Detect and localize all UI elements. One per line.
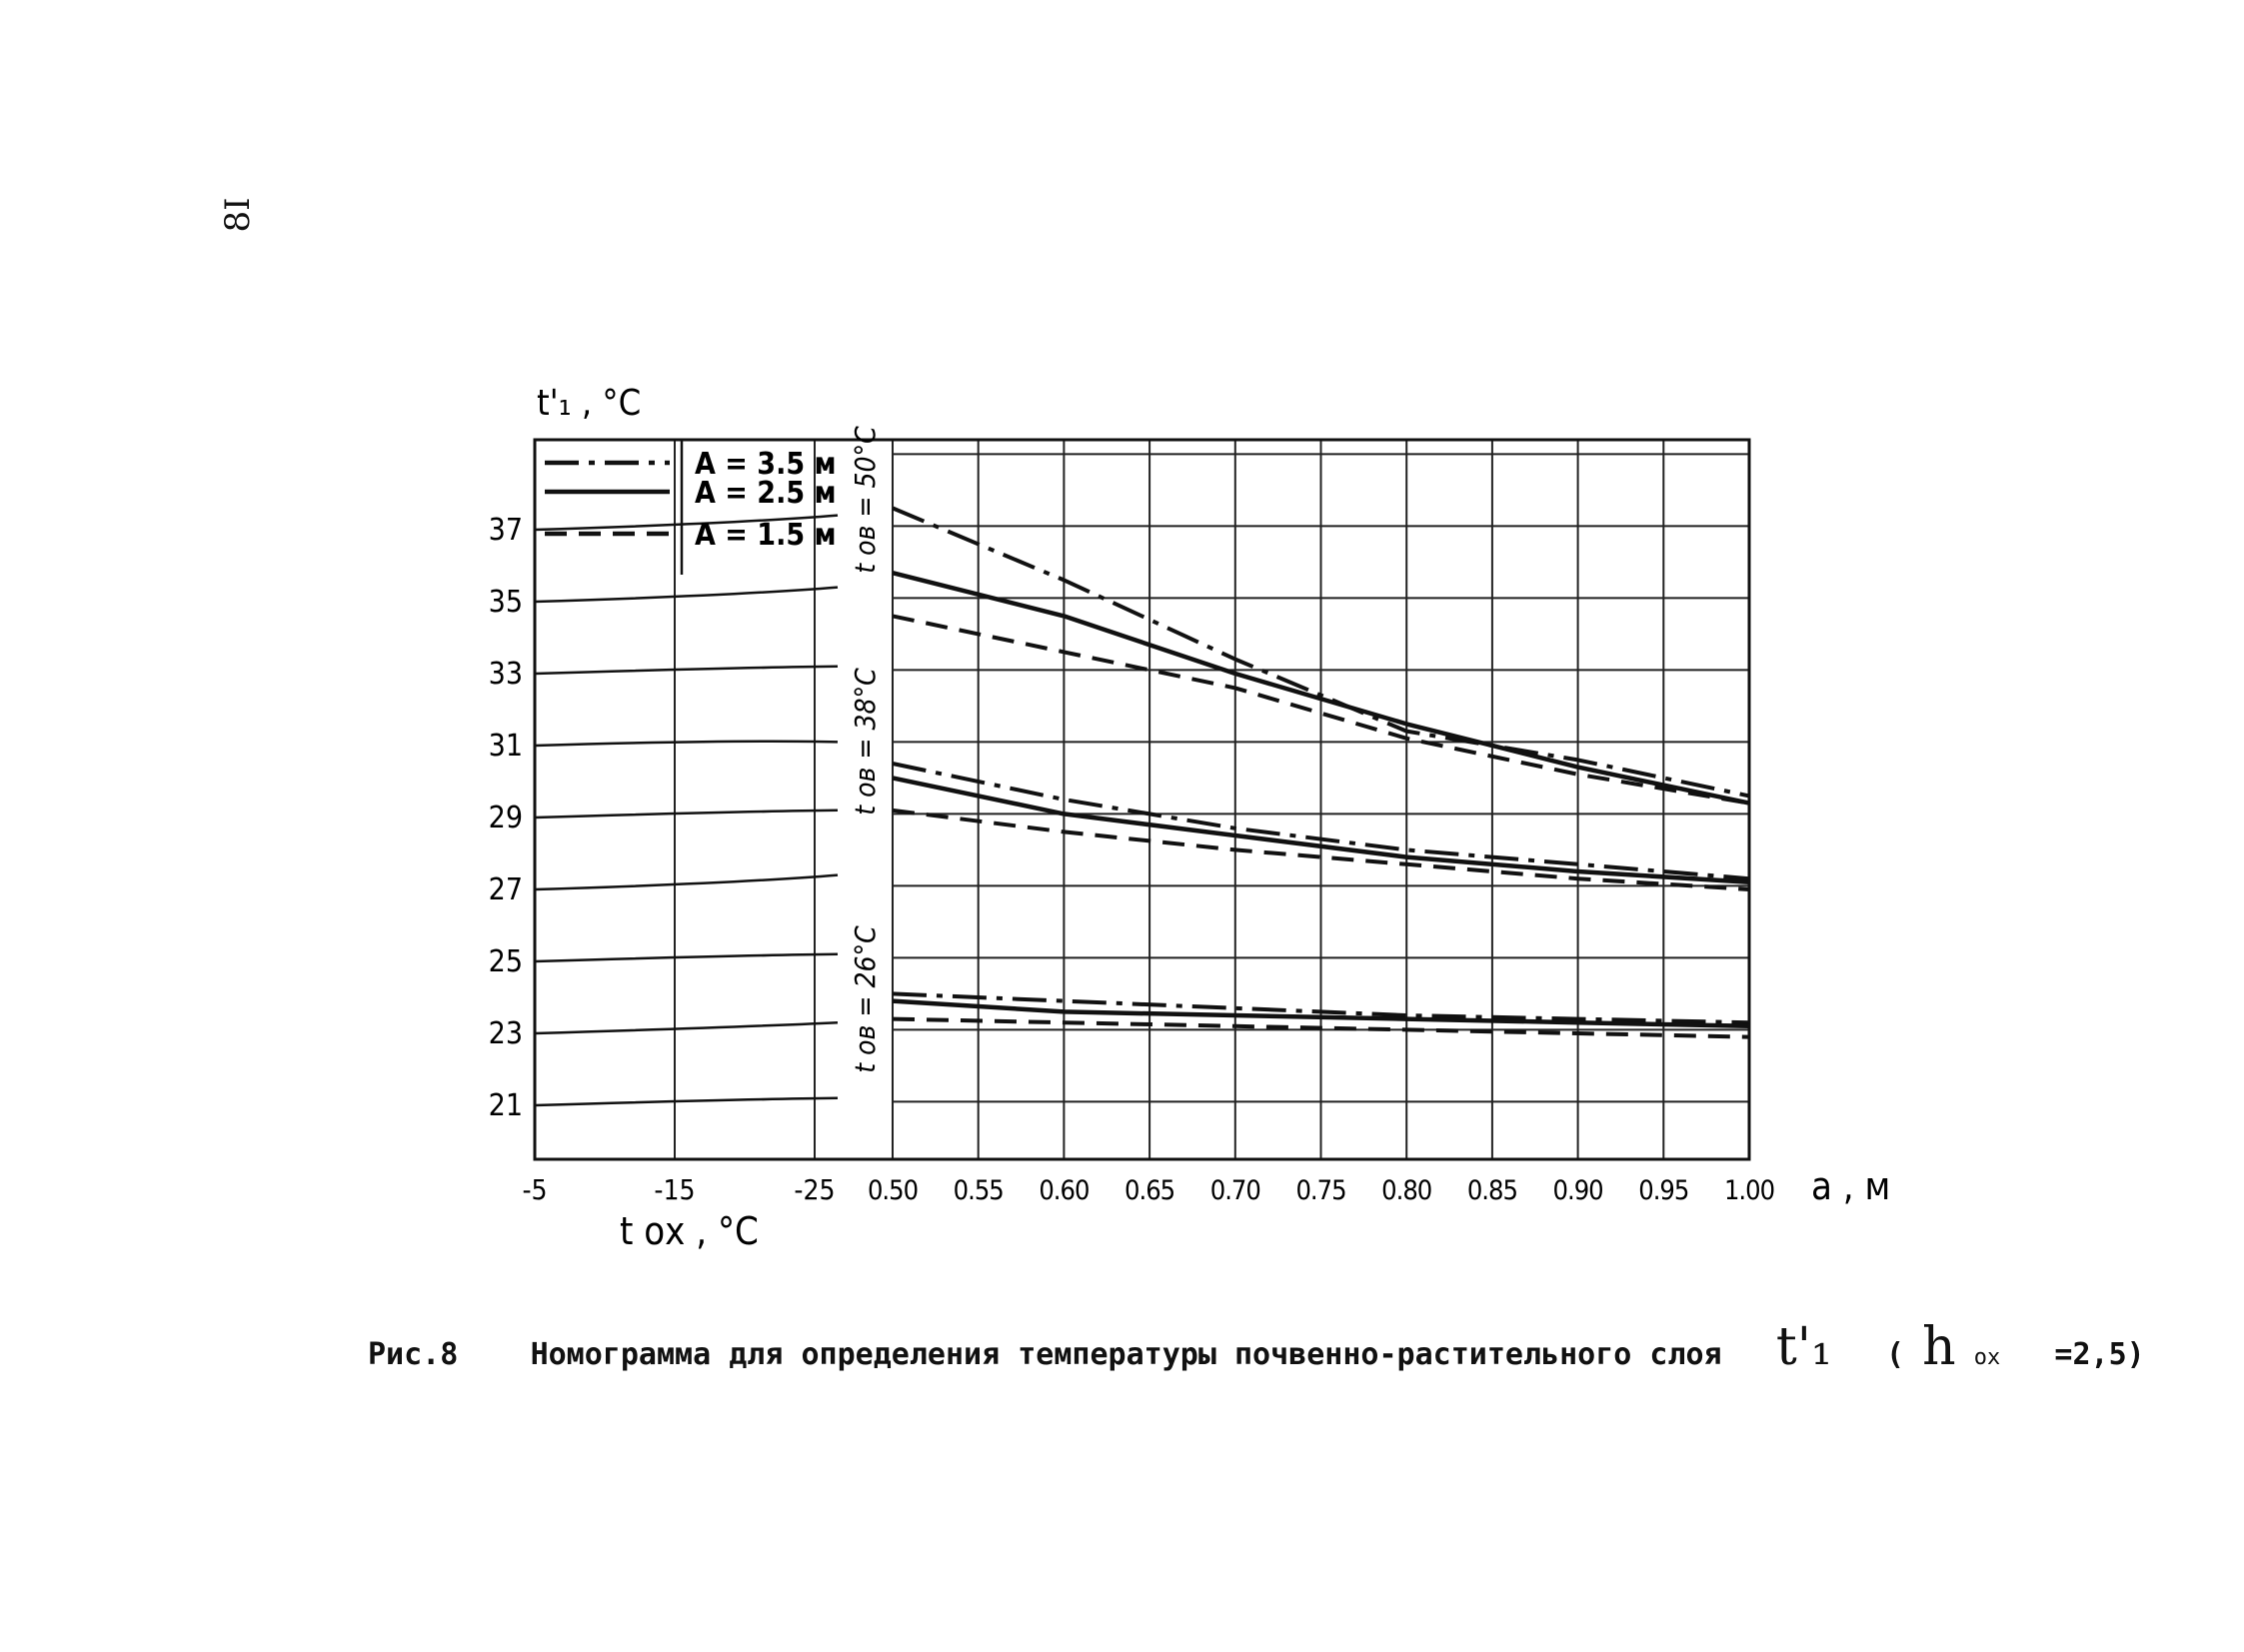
figure-caption xyxy=(368,1317,2145,1377)
y-tick-label: 21 xyxy=(488,1088,523,1123)
a-tick-label: 0.75 xyxy=(1295,1175,1346,1206)
y-tick-label: 27 xyxy=(488,872,523,907)
legend-label: A = 3.5 м xyxy=(695,447,837,482)
caption-h-value: =2,5) xyxy=(2054,1337,2145,1372)
y-axis-title: t'₁ , °C xyxy=(537,383,642,424)
y-tick-label: 33 xyxy=(488,657,523,692)
legend-label: A = 2.5 м xyxy=(695,476,837,511)
caption-prefix: Рис.8 xyxy=(368,1337,459,1372)
a-tick-label: 0.60 xyxy=(1039,1175,1090,1206)
caption-symbol: t'₁ xyxy=(1775,1317,1832,1377)
tox-tick-label: -5 xyxy=(522,1173,548,1206)
axis-titles xyxy=(537,383,1890,1253)
caption-h-subscript: ох xyxy=(1973,1345,2001,1370)
y-tick-label: 37 xyxy=(488,513,523,548)
left-transfer-curve xyxy=(535,875,838,889)
caption-text: Номограмма для определения температуры почвенно-растительного слоя xyxy=(530,1337,1722,1372)
group-label: t ов = 38°C xyxy=(849,668,882,816)
y-tick-label: 23 xyxy=(488,1016,523,1051)
y-tick-label: 35 xyxy=(488,585,523,620)
a-tick-label: 0.90 xyxy=(1552,1175,1603,1206)
a-tick-label: 0.65 xyxy=(1124,1175,1175,1206)
left-transfer-curve xyxy=(535,811,838,818)
left-transfer-curve xyxy=(535,742,838,746)
tox-tick-label: -15 xyxy=(654,1173,696,1206)
left-curves xyxy=(535,516,838,1105)
tox-tick-label: -25 xyxy=(794,1173,836,1206)
tox-axis-title: t ох , °C xyxy=(620,1209,759,1253)
left-transfer-curve xyxy=(535,1022,838,1033)
page-number: 8I xyxy=(218,197,258,233)
a-tick-label: 0.70 xyxy=(1209,1175,1260,1206)
left-transfer-curve xyxy=(535,954,838,961)
a-tick-label: 0.85 xyxy=(1466,1175,1517,1206)
group-label: t ов = 50°C xyxy=(849,426,882,574)
a-tick-label: 1.00 xyxy=(1723,1175,1775,1206)
group-label: t ов = 26°C xyxy=(849,925,882,1073)
y-tick-label: 25 xyxy=(488,944,523,979)
legend xyxy=(545,440,837,575)
y-tick-label: 29 xyxy=(488,801,523,835)
a-axis-title: a , м xyxy=(1811,1164,1891,1208)
a-tick-label: 0.80 xyxy=(1381,1175,1432,1206)
left-transfer-curve xyxy=(535,588,838,602)
a-tick-label: 0.95 xyxy=(1638,1175,1689,1206)
left-transfer-curve xyxy=(535,667,838,674)
left-transfer-curve xyxy=(535,1098,838,1105)
caption-open-paren: ( xyxy=(1886,1337,1905,1372)
y-tick-label: 31 xyxy=(488,729,523,764)
legend-label: A = 1.5 м xyxy=(695,518,837,553)
a-tick-label: 0.50 xyxy=(867,1175,919,1206)
a-tick-label: 0.55 xyxy=(953,1175,1004,1206)
caption-h-symbol: h xyxy=(1922,1317,1956,1377)
group-labels xyxy=(849,426,882,1073)
